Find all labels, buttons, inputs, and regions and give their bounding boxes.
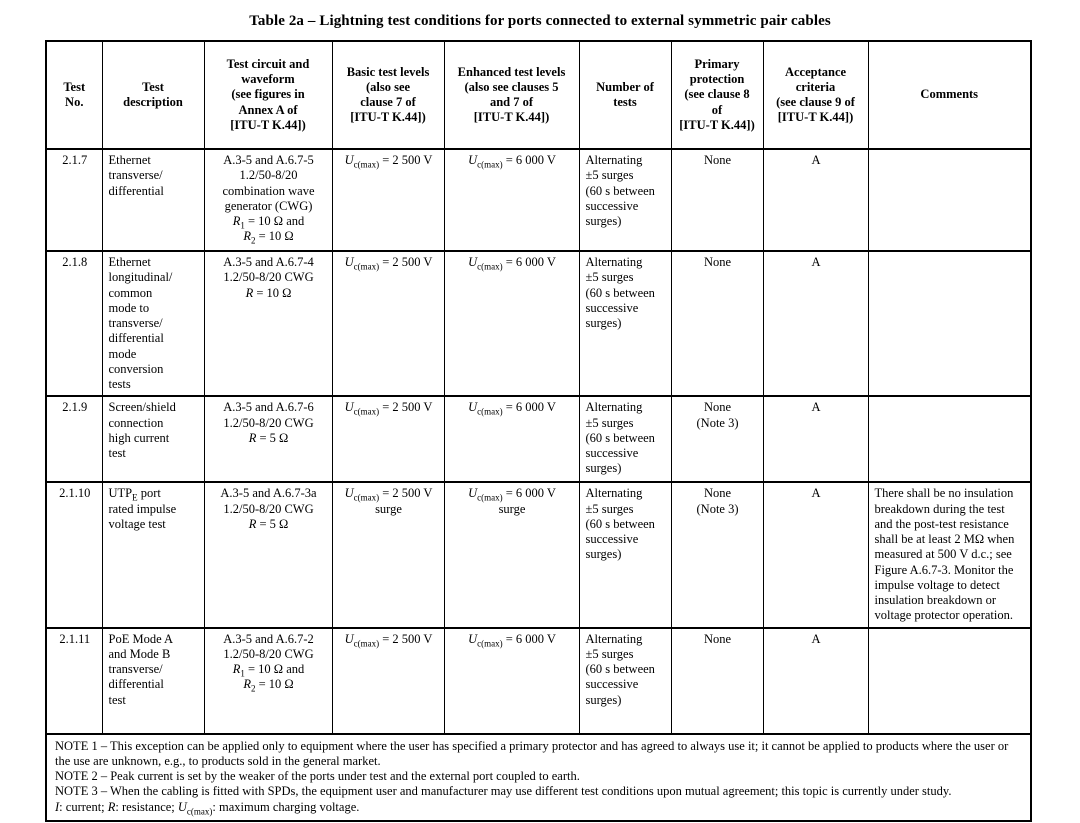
col-header-enhanced-test-levels: Enhanced test levels (also see clauses 5 and 7 of [ITU-T K.44]) bbox=[444, 41, 579, 149]
table-body bbox=[46, 149, 1031, 734]
table-row bbox=[46, 251, 1031, 396]
table-row bbox=[46, 396, 1031, 482]
col-header-number-of-tests: Number of tests bbox=[579, 41, 671, 149]
cell-primary-protection: None (Note 3) bbox=[671, 482, 763, 627]
cell-basic-test-levels: $U_{c(max)} = 2$ 500 V surge bbox=[332, 482, 444, 627]
table-footer bbox=[46, 734, 1031, 821]
cell-enhanced-test-levels: $U_{c(max)} = 6$ 000 V bbox=[444, 628, 579, 734]
cell-acceptance-criteria: A bbox=[763, 251, 868, 396]
cell-number-of-tests: Alternating ±5 surges (60 s between successive surges) bbox=[579, 149, 671, 251]
col-header-test-description: Test description bbox=[102, 41, 204, 149]
cell-test-description: Screen/shield connection high current test bbox=[102, 396, 204, 482]
note-line: NOTE 1 – This exception can be applied only to equipment where the user has specified a primary protector and has agreed to always use it; it cannot be applied to products where the user or the use are unknown, e.g., to products sold in the general market. bbox=[55, 738, 1009, 768]
col-header-circuit-waveform: Test circuit and waveform (see figures in Annex A of [ITU-T K.44]) bbox=[204, 41, 332, 149]
cell-number-of-tests: Alternating ±5 surges (60 s between successive surges) bbox=[579, 251, 671, 396]
cell-basic-test-levels: $U_{c(max)} = 2$ 500 V bbox=[332, 149, 444, 251]
cell-primary-protection: None (Note 3) bbox=[671, 396, 763, 482]
cell-basic-test-levels: $U_{c(max)} = 2$ 500 V bbox=[332, 628, 444, 734]
note-line: NOTE 2 – Peak current is set by the weaker of the ports under test and the external port coupled to earth. bbox=[55, 769, 580, 783]
cell-comments bbox=[868, 628, 1031, 734]
cell-number-of-tests: Alternating ±5 surges (60 s between successive surges) bbox=[579, 628, 671, 734]
cell-circuit-waveform: A.3-5 and A.6.7-5 1.2/50-8/20 combination wave generator (CWG) $R_1 = 10$ Ω and $R_2 = 10$ Ω bbox=[204, 149, 332, 251]
cell-enhanced-test-levels: $U_{c(max)} = 6$ 000 V surge bbox=[444, 482, 579, 627]
cell-comments: There shall be no insulation breakdown during the test and the post-test resistance shall be at least 2 MΩ when measured at 500 V d.c.; see Figure A.6.7-3. Monitor the impulse voltage to detect insulation breakdown or voltage protector operation. bbox=[868, 482, 1031, 627]
cell-basic-test-levels: $U_{c(max)} = 2$ 500 V bbox=[332, 251, 444, 396]
col-header-basic-test-levels: Basic test levels (also see clause 7 of [ITU-T K.44]) bbox=[332, 41, 444, 149]
table-header bbox=[46, 41, 1031, 149]
cell-enhanced-test-levels: $U_{c(max)} = 6$ 000 V bbox=[444, 396, 579, 482]
cell-comments bbox=[868, 149, 1031, 251]
note-line: NOTE 3 – When the cabling is fitted with SPDs, the equipment user and manufacturer may use different test conditions upon mutual agreement; this topic is currently under study. bbox=[55, 784, 952, 799]
cell-acceptance-criteria: A bbox=[763, 628, 868, 734]
cell-acceptance-criteria: A bbox=[763, 396, 868, 482]
col-header-comments: Comments bbox=[868, 41, 1031, 149]
table-row bbox=[46, 149, 1031, 251]
notes-row bbox=[46, 734, 1031, 821]
header-row bbox=[46, 41, 1031, 149]
col-header-acceptance-criteria: Acceptance criteria (see clause 9 of [ITU-T K.44]) bbox=[763, 41, 868, 149]
note-line: I: current; R: resistance; $U_{c(max)}$: maximum charging voltage. bbox=[55, 799, 360, 816]
cell-number-of-tests: Alternating ±5 surges (60 s between successive surges) bbox=[579, 482, 671, 627]
table-notes bbox=[46, 734, 1031, 821]
cell-primary-protection: None bbox=[671, 149, 763, 251]
col-header-test-no: Test No. bbox=[46, 41, 102, 149]
col-header-primary-protection: Primary protection (see clause 8 of [ITU-T K.44]) bbox=[671, 41, 763, 149]
cell-test-description: PoE Mode A and Mode B transverse/ differential test bbox=[102, 628, 204, 734]
cell-test-description: Ethernet transverse/ differential bbox=[102, 149, 204, 251]
cell-circuit-waveform: A.3-5 and A.6.7-2 1.2/50-8/20 CWG $R_1 = 10$ Ω and $R_2 = 10$ Ω bbox=[204, 628, 332, 734]
cell-test-no: 2.1.8 bbox=[46, 251, 102, 396]
cell-test-no: 2.1.10 bbox=[46, 482, 102, 627]
cell-comments bbox=[868, 251, 1031, 396]
cell-circuit-waveform: A.3-5 and A.6.7-4 1.2/50-8/20 CWG R = 10 Ω bbox=[204, 251, 332, 396]
cell-enhanced-test-levels: $U_{c(max)} = 6$ 000 V bbox=[444, 251, 579, 396]
cell-acceptance-criteria: A bbox=[763, 482, 868, 627]
table-row bbox=[46, 628, 1031, 734]
cell-circuit-waveform: A.3-5 and A.6.7-3a 1.2/50-8/20 CWG R = 5 Ω bbox=[204, 482, 332, 627]
cell-enhanced-test-levels: $U_{c(max)} = 6$ 000 V bbox=[444, 149, 579, 251]
cell-circuit-waveform: A.3-5 and A.6.7-6 1.2/50-8/20 CWG R = 5 Ω bbox=[204, 396, 332, 482]
cell-primary-protection: None bbox=[671, 628, 763, 734]
cell-acceptance-criteria: A bbox=[763, 149, 868, 251]
cell-number-of-tests: Alternating ±5 surges (60 s between successive surges) bbox=[579, 396, 671, 482]
cell-test-description: Ethernet longitudinal/ common mode to transverse/ differential mode conversion tests bbox=[102, 251, 204, 396]
cell-primary-protection: None bbox=[671, 251, 763, 396]
table-title: Table 2a – Lightning test conditions for ports connected to external symmetric pair cables bbox=[249, 13, 831, 29]
cell-test-no: 2.1.11 bbox=[46, 628, 102, 734]
cell-basic-test-levels: $U_{c(max)} = 2$ 500 V bbox=[332, 396, 444, 482]
cell-test-no: 2.1.9 bbox=[46, 396, 102, 482]
cell-test-no: 2.1.7 bbox=[46, 149, 102, 251]
table-row bbox=[46, 482, 1031, 627]
cell-test-description: $UTP_E$ port rated impulse voltage test bbox=[102, 482, 204, 627]
lightning-test-conditions-table bbox=[45, 40, 1032, 822]
cell-comments bbox=[868, 396, 1031, 482]
